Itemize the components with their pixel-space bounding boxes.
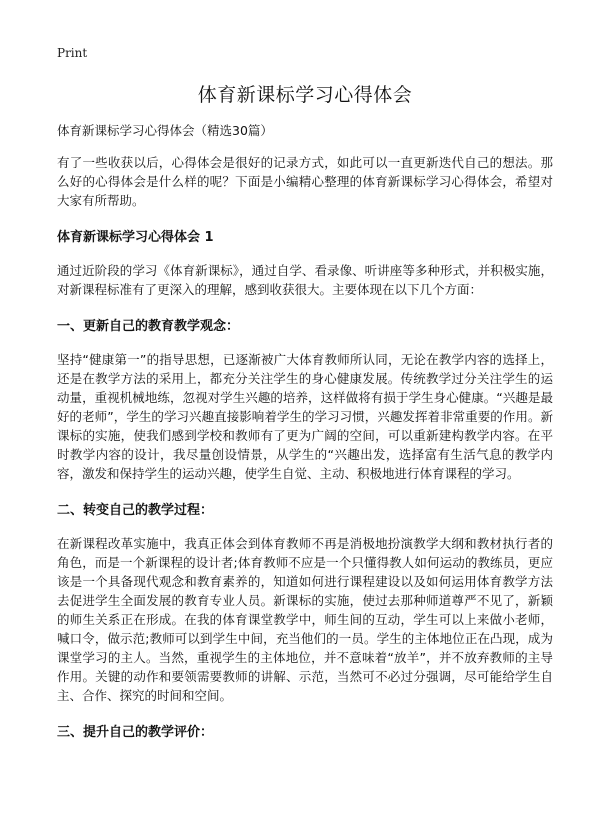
intro-paragraph: 有了一些收获以后，心得体会是很好的记录方式，如此可以一直更新迭代自己的想法。那么好的心得体会是什么样的呢？下面是小编精心整理的体育新课标学习心得体会，希望对大家有所帮助。 <box>57 155 553 208</box>
document-body <box>57 80 553 756</box>
section-intro-paragraph: 通过近阶段的学习《体育新课标》，通过自学、看录像、听讲座等多种形式，并积极实施，对新课程标准有了更深入的理解，感到收获很大。主要体现在以下几个方面： <box>57 263 553 297</box>
section-title: 体育新课标学习心得体会 1 <box>57 230 214 245</box>
print-link[interactable]: Print <box>57 46 88 60</box>
heading-update-concepts: 一、更新自己的教育教学观念： <box>57 319 240 334</box>
heading-teaching-evaluation: 三、提升自己的教学评价： <box>57 725 214 740</box>
paragraph-teaching-process: 在新课程改革实施中，我真正体会到体育教师不再是消极地扮演教学大纲和教材执行者的角色，而是一个新课程的设计者;体育教师不应是一个只懂得教人如何运动的教练员，更应该是一个具备现代观念和教育素养的，知道如何进行课程建设以及如何运用体育教学方法去促进学生全面发展的教育专业人员。新课标的实施，使过去那种师道尊严不见了，新颖的师生关系正在形成。在我的体育课堂教学中，师生间的互动，学生可以上来做小老师，喊口令，做示范;教师可以到学生中间，充当他们的一员。学生的主体地位正在凸现，成为课堂学习的主人。当然，重视学生的主体地位，并不意味着“放羊”，并不放弃教师的主导作用。关键的动作和要领需要教师的讲解、示范，当然可不必过分强调，尽可能给学生自主、合作、探究的时间和空间。 <box>57 536 553 703</box>
heading-teaching-process: 二、转变自己的教学过程： <box>57 503 214 518</box>
document-title: 体育新课标学习心得体会 <box>197 84 413 106</box>
paragraph-update-concepts: 坚持“健康第一”的指导思想，已逐渐被广大体育教师所认同，无论在教学内容的选择上，还是在教学方法的采用上，都充分关注学生的身心健康发展。传统教学过分关注学生的运动量，重视机械地练，忽视对学生兴趣的培养，这样做将有损于学生身心健康。“兴趣是最好的老师”，学生的学习兴趣直接影响着学生的学习习惯，兴趣发挥着非常重要的作用。新课标的实施，使我们感到学校和教师有了更为广阔的空间，可以重新建构教学内容。在平时教学内容的设计，我尽量创设情景，从学生的“兴趣出发，选择富有生活气息的教学内容，激发和保持学生的运动兴趣，使学生自觉、主动、积极地进行体育课程的学习。 <box>57 352 553 481</box>
document-subtitle: 体育新课标学习心得体会（精选30篇） <box>57 123 273 138</box>
